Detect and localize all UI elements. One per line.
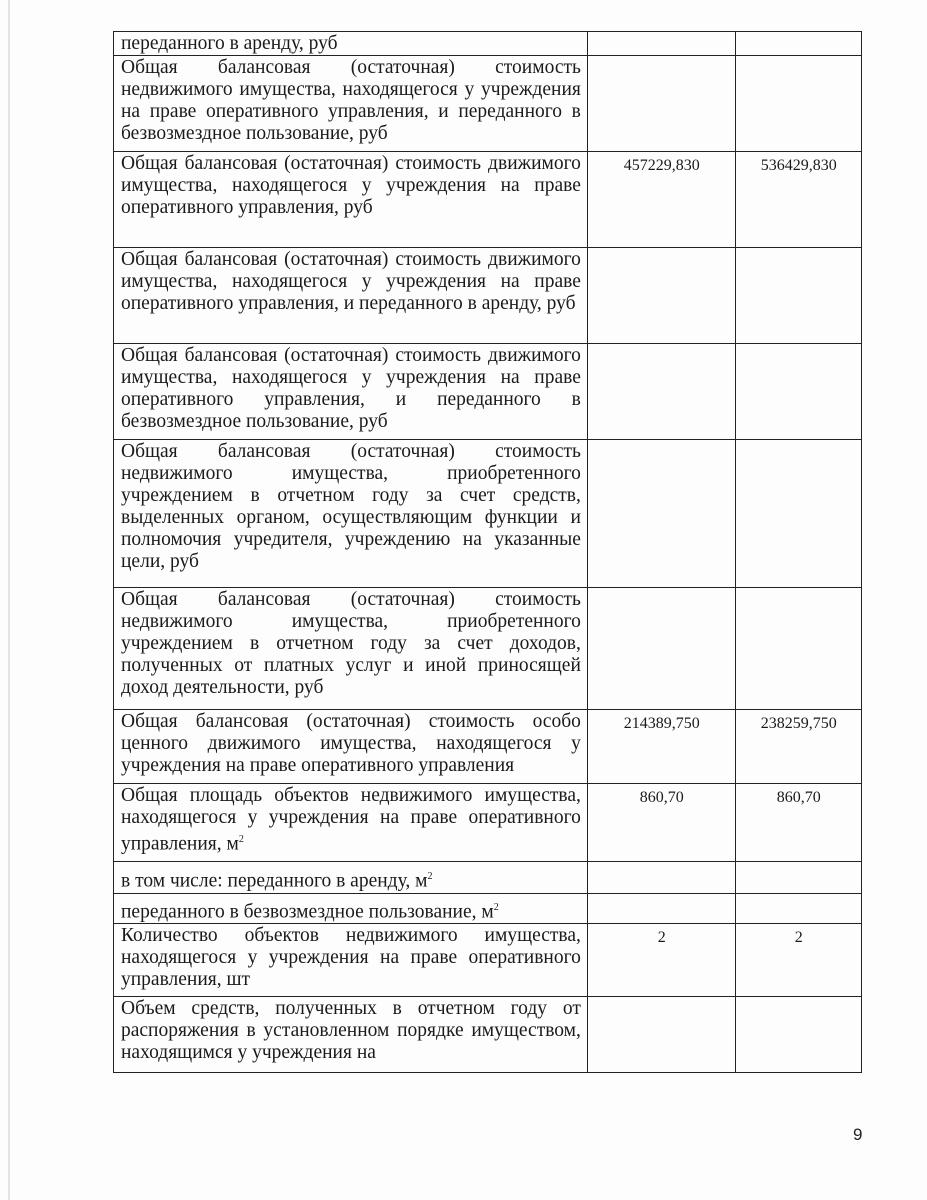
value-reporting-year [736, 344, 861, 347]
value-reporting-year: 536429,830 [760, 157, 837, 174]
table-row [114, 152, 862, 248]
value-previous-year [588, 56, 736, 59]
table-row [114, 32, 862, 56]
value-reporting-year: 238259,750 [760, 715, 837, 732]
value-previous-year [588, 32, 736, 35]
value-reporting-year: 2 [794, 929, 803, 946]
value-previous-year: 457229,830 [623, 157, 700, 174]
row-label: Общая балансовая (остаточная) стоимость недвижимого имущества, приобретенного учреждением в отчетном году за счет средств, выделенных органом, осуществляющим функции и полномочия учредителя, учреждению на указанные цели, руб [121, 441, 581, 572]
table-row [114, 440, 862, 588]
row-label [114, 784, 587, 856]
table-row [114, 344, 862, 440]
value-previous-year [588, 862, 736, 865]
value-reporting-year [736, 588, 861, 591]
value-reporting-year [736, 56, 861, 59]
value-previous-year [588, 588, 736, 591]
unit-label: м [481, 901, 494, 922]
row-label-text: в том числе: переданного в аренду, [121, 870, 411, 892]
value-reporting-year [736, 997, 861, 1000]
row-label: Объем средств, полученных в отчетном году от распоряжения в установленном порядке имуществом, находящимся у учреждения на [121, 998, 581, 1063]
value-reporting-year [736, 248, 861, 251]
table-row [114, 997, 862, 1073]
unit-exponent: 2 [427, 871, 433, 882]
row-label: переданного в аренду, руб [121, 33, 338, 54]
value-previous-year: 860,70 [639, 789, 684, 806]
row-label: Общая балансовая (остаточная) стоимость недвижимого имущества, находящегося у учреждения на праве оперативного управления, и переданного в безвозмездное пользование, руб [121, 57, 581, 144]
value-reporting-year [736, 862, 861, 865]
row-label [114, 862, 587, 893]
value-reporting-year: 860,70 [776, 789, 821, 806]
table-row [114, 248, 862, 344]
value-reporting-year [736, 894, 861, 897]
table-row [114, 924, 862, 997]
table-row [114, 893, 862, 924]
unit-label: м [226, 833, 239, 855]
value-previous-year [588, 248, 736, 251]
row-label-text: Общая площадь объектов недвижимого имущества, находящегося у учреждения на праве оперативного управления, [121, 785, 581, 855]
page-number: 9 [853, 1125, 863, 1144]
table-row [114, 588, 862, 710]
value-previous-year: 2 [657, 929, 666, 946]
row-label: Общая балансовая (остаточная) стоимость движимого имущества, находящегося у учреждения на праве оперативного управления, руб [121, 153, 581, 218]
value-previous-year [588, 997, 736, 1000]
row-label-text: переданного в безвозмездное пользование, [121, 901, 477, 922]
unit-label: м [415, 870, 428, 892]
table-row [114, 862, 862, 894]
unit-exponent: 2 [238, 834, 244, 845]
scan-edge-line [8, 0, 10, 1200]
row-label: Общая балансовая (остаточная) стоимость особо ценного движимого имущества, находящегося у учреждения на праве оперативного управления [121, 711, 581, 776]
value-previous-year [588, 344, 736, 347]
row-label: Общая балансовая (остаточная) стоимость движимого имущества, находящегося у учреждения на праве оперативного управления, и переданного в безвозмездное пользование, руб [121, 345, 581, 432]
unit-exponent: 2 [493, 901, 499, 913]
value-reporting-year [736, 32, 861, 35]
value-previous-year [588, 440, 736, 443]
table-row [114, 56, 862, 152]
row-label: Общая балансовая (остаточная) стоимость движимого имущества, находящегося у учреждения на праве оперативного управления, и переданного в аренду, руб [121, 249, 581, 314]
value-previous-year: 214389,750 [623, 715, 700, 732]
value-reporting-year [736, 440, 861, 443]
property-table [113, 31, 862, 1073]
row-label: Количество объектов недвижимого имущества, находящегося у учреждения на праве оперативного управления, шт [121, 925, 581, 990]
row-label: Общая балансовая (остаточная) стоимость недвижимого имущества, приобретенного учреждением в отчетном году за счет доходов, полученных от платных услуг и иной приносящей доход деятельности, руб [121, 589, 581, 698]
table-row [114, 710, 862, 784]
row-label [114, 894, 587, 924]
table-row [114, 784, 862, 862]
value-previous-year [588, 894, 736, 897]
